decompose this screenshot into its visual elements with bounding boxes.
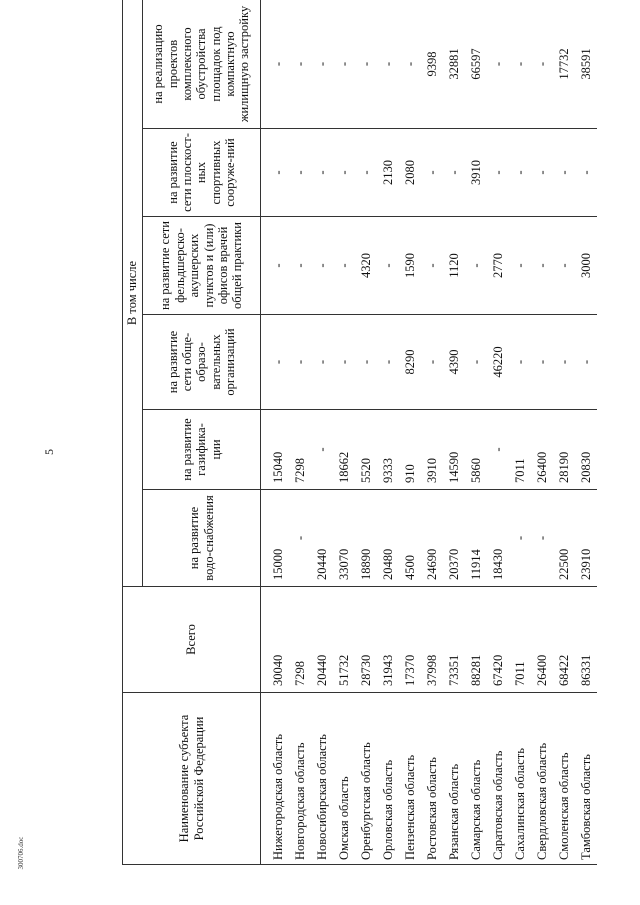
cell-water: - [289, 490, 311, 587]
page-number: 5 [42, 449, 56, 455]
cell-subject: Орловская область [377, 693, 399, 865]
cell-schools: - [553, 315, 575, 410]
cell-housing: 9398 [421, 0, 443, 129]
cell-water: 18890 [355, 490, 377, 587]
table-row [261, 0, 290, 865]
header-gas: на развитие газифика-ции [143, 410, 261, 490]
cell-water: 20440 [311, 490, 333, 587]
cell-gas: 18662 [333, 410, 355, 490]
cell-water: 24690 [421, 490, 443, 587]
cell-water: 11914 [465, 490, 487, 587]
cell-sport: - [421, 129, 443, 217]
cell-gas: 20830 [575, 410, 597, 490]
rotated-table-container [122, 0, 593, 865]
cell-gas: 5860 [465, 410, 487, 490]
cell-water: 22500 [553, 490, 575, 587]
cell-schools: - [509, 315, 531, 410]
table-row [487, 0, 509, 865]
cell-subject: Пензенская область [399, 693, 421, 865]
header-fap: на развитие сети фельдшерско-акушерских пунктов и (или) офисов врачей общей практики [143, 217, 261, 315]
cell-subject: Сахалинская область [509, 693, 531, 865]
cell-subject: Новосибирская область [311, 693, 333, 865]
cell-gas: 5520 [355, 410, 377, 490]
cell-total: 88281 [465, 587, 487, 693]
cell-total: 26400 [531, 587, 553, 693]
cell-gas: - [311, 410, 333, 490]
cell-total: 37998 [421, 587, 443, 693]
cell-housing: - [509, 0, 531, 129]
table-row [289, 0, 311, 865]
cell-fap: 4320 [355, 217, 377, 315]
cell-gas: 9333 [377, 410, 399, 490]
cell-fap: 1590 [399, 217, 421, 315]
cell-fap: - [465, 217, 487, 315]
cell-sport: - [261, 129, 290, 217]
cell-sport: - [509, 129, 531, 217]
cell-water: - [509, 490, 531, 587]
cell-subject: Омская область [333, 693, 355, 865]
cell-total: 67420 [487, 587, 509, 693]
cell-gas: 26400 [531, 410, 553, 490]
cell-subject: Новгородская область [289, 693, 311, 865]
cell-fap: - [421, 217, 443, 315]
cell-sport: - [553, 129, 575, 217]
cell-total: 7298 [289, 587, 311, 693]
cell-total: 51732 [333, 587, 355, 693]
header-water: на развитие водо-снабжения [143, 490, 261, 587]
cell-gas: 28190 [553, 410, 575, 490]
cell-housing: - [531, 0, 553, 129]
cell-schools: - [531, 315, 553, 410]
cell-total: 31943 [377, 587, 399, 693]
cell-sport: 2080 [399, 129, 421, 217]
cell-gas: 910 [399, 410, 421, 490]
cell-schools: - [261, 315, 290, 410]
cell-fap: 3000 [575, 217, 597, 315]
cell-schools: - [421, 315, 443, 410]
cell-schools: - [355, 315, 377, 410]
cell-subject: Нижегородская область [261, 693, 290, 865]
table-row [509, 0, 531, 865]
cell-gas: - [487, 410, 509, 490]
cell-subject: Оренбургская область [355, 693, 377, 865]
cell-water: 23910 [575, 490, 597, 587]
cell-sport: - [531, 129, 553, 217]
table-row [575, 0, 597, 865]
cell-gas: 7298 [289, 410, 311, 490]
cell-schools: - [311, 315, 333, 410]
cell-housing: 17732 [553, 0, 575, 129]
cell-water: 20370 [443, 490, 465, 587]
table-row [399, 0, 421, 865]
cell-schools: - [289, 315, 311, 410]
table-row [311, 0, 333, 865]
cell-sport: 2130 [377, 129, 399, 217]
cell-total: 68422 [553, 587, 575, 693]
cell-schools: 8290 [399, 315, 421, 410]
cell-fap: - [509, 217, 531, 315]
cell-water: 4500 [399, 490, 421, 587]
cell-total: 28730 [355, 587, 377, 693]
cell-fap: - [289, 217, 311, 315]
table-row [531, 0, 553, 865]
cell-schools: 4390 [443, 315, 465, 410]
cell-housing: - [355, 0, 377, 129]
cell-sport: - [311, 129, 333, 217]
cell-total: 17370 [399, 587, 421, 693]
cell-housing: 32881 [443, 0, 465, 129]
cell-total: 86331 [575, 587, 597, 693]
cell-housing: - [487, 0, 509, 129]
cell-schools: - [377, 315, 399, 410]
cell-sport: - [575, 129, 597, 217]
cell-fap: 2770 [487, 217, 509, 315]
header-sport: на развитие сети плоскост-ных спортивных сооруже-ний [143, 129, 261, 217]
cell-housing: - [399, 0, 421, 129]
table-row [377, 0, 399, 865]
cell-subject: Ростовская область [421, 693, 443, 865]
cell-sport: - [443, 129, 465, 217]
cell-sport: - [355, 129, 377, 217]
cell-fap: - [377, 217, 399, 315]
table-row [465, 0, 487, 865]
header-schools: на развитие сети обще-образо-вательных организаций [143, 315, 261, 410]
cell-fap: - [553, 217, 575, 315]
cell-housing: 38591 [575, 0, 597, 129]
cell-gas: 15040 [261, 410, 290, 490]
table-row [443, 0, 465, 865]
cell-fap: 1120 [443, 217, 465, 315]
table-row [421, 0, 443, 865]
cell-water: 18430 [487, 490, 509, 587]
cell-sport: - [289, 129, 311, 217]
cell-subject: Смоленская область [553, 693, 575, 865]
cell-total: 30040 [261, 587, 290, 693]
cell-fap: - [261, 217, 290, 315]
cell-subject: Рязанская область [443, 693, 465, 865]
cell-housing: - [261, 0, 290, 129]
cell-housing: - [311, 0, 333, 129]
cell-housing: - [289, 0, 311, 129]
header-including: В том числе [123, 0, 143, 587]
cell-subject: Саратовская область [487, 693, 509, 865]
cell-gas: 14590 [443, 410, 465, 490]
cell-schools: - [465, 315, 487, 410]
cell-schools: - [333, 315, 355, 410]
cell-housing: - [377, 0, 399, 129]
cell-schools: - [575, 315, 597, 410]
cell-subject: Свердловская область [531, 693, 553, 865]
cell-fap: - [311, 217, 333, 315]
cell-water: 33070 [333, 490, 355, 587]
footer-doc-code: 300706.doc [17, 836, 25, 870]
cell-subject: Самарская область [465, 693, 487, 865]
table-row [553, 0, 575, 865]
funding-table [122, 0, 597, 865]
cell-sport: - [487, 129, 509, 217]
cell-water: 20480 [377, 490, 399, 587]
cell-total: 73351 [443, 587, 465, 693]
cell-sport: 3910 [465, 129, 487, 217]
cell-fap: - [531, 217, 553, 315]
header-housing: на реализацию проектов комплексного обустройства площадок под компактную жилищную застройку [143, 0, 261, 129]
header-subject: Наименование субъекта Российской Федерации [123, 693, 261, 865]
cell-schools: 46220 [487, 315, 509, 410]
cell-subject: Тамбовская область [575, 693, 597, 865]
table-row [355, 0, 377, 865]
table-row [333, 0, 355, 865]
header-total: Всего [123, 587, 261, 693]
cell-water: 15000 [261, 490, 290, 587]
cell-water: - [531, 490, 553, 587]
cell-gas: 7011 [509, 410, 531, 490]
cell-total: 20440 [311, 587, 333, 693]
cell-housing: - [333, 0, 355, 129]
cell-fap: - [333, 217, 355, 315]
cell-housing: 66597 [465, 0, 487, 129]
cell-sport: - [333, 129, 355, 217]
cell-gas: 3910 [421, 410, 443, 490]
cell-total: 7011 [509, 587, 531, 693]
